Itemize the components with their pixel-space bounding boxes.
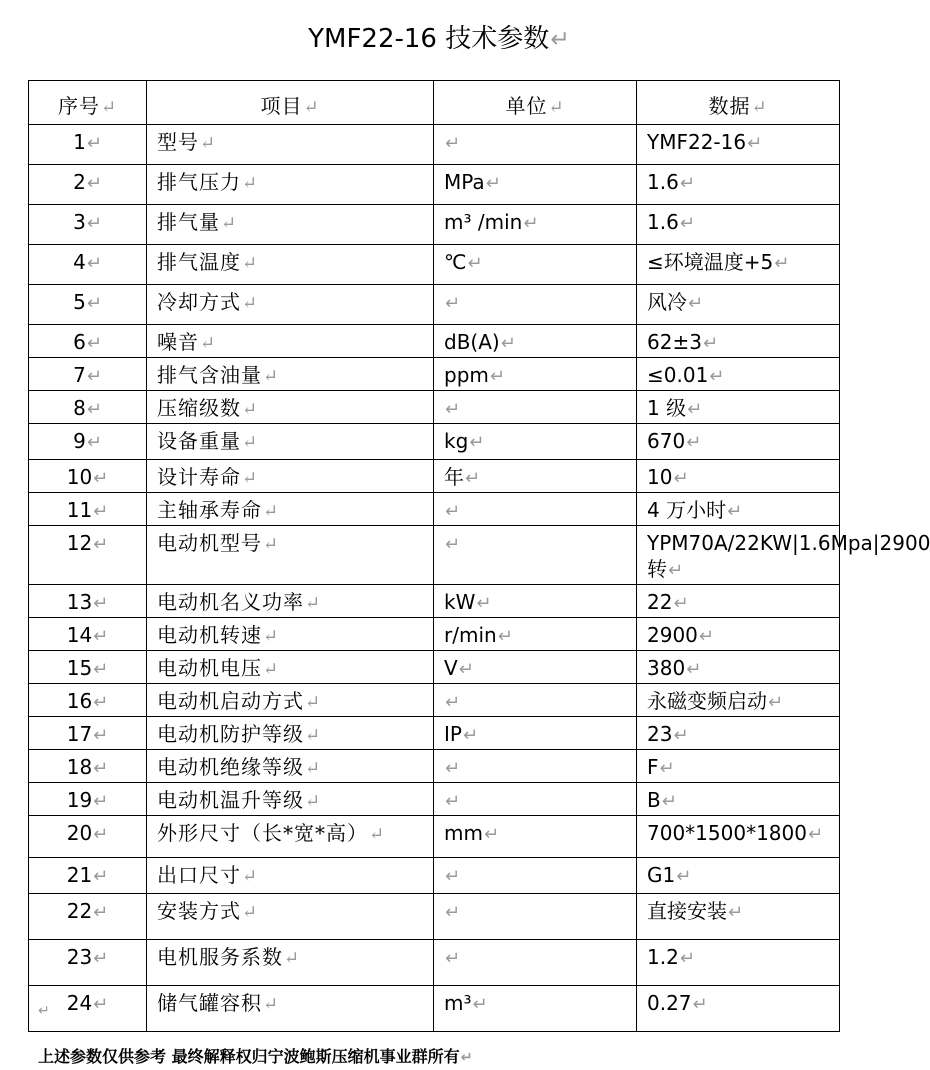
row-number: 4↵ <box>29 245 147 285</box>
row-number: 10↵ <box>29 460 147 493</box>
paragraph-mark-icon: ↵ <box>86 399 102 420</box>
paragraph-mark-icon: ↵ <box>93 791 109 812</box>
paragraph-mark-icon: ↵ <box>303 97 320 118</box>
paragraph-mark-icon: ↵ <box>445 534 461 555</box>
paragraph-mark-icon: ↵ <box>668 560 684 581</box>
paragraph-mark-icon: ↵ <box>242 253 259 274</box>
row-item: 压缩级数↵ <box>147 391 434 424</box>
paragraph-mark-icon: ↵ <box>445 133 461 154</box>
row-number: 9↵ <box>29 424 147 460</box>
paragraph-mark-icon: ↵ <box>242 399 259 420</box>
row-number: 12↵ <box>29 526 147 585</box>
table-row <box>29 750 840 783</box>
table-header-row <box>29 81 840 125</box>
row-value: 1 级↵ <box>637 391 840 424</box>
paragraph-mark-icon: ↵ <box>445 692 461 713</box>
paragraph-mark-icon: ↵ <box>445 293 461 314</box>
paragraph-mark-icon: ↵ <box>679 173 695 194</box>
row-unit: MPa↵ <box>434 165 637 205</box>
paragraph-mark-icon: ↵ <box>445 501 461 522</box>
table-row <box>29 783 840 816</box>
row-unit <box>434 493 637 526</box>
row-value: 永磁变频启动↵ <box>637 684 840 717</box>
paragraph-mark-icon: ↵ <box>497 626 513 647</box>
paragraph-mark-icon: ↵ <box>472 994 488 1015</box>
row-value: YMF22-16↵ <box>637 125 840 165</box>
row-value: G1↵ <box>637 858 840 894</box>
row-unit: ℃↵ <box>434 245 637 285</box>
table-row <box>29 526 840 585</box>
paragraph-mark-icon: ↵ <box>242 432 259 453</box>
row-unit: m³ /min↵ <box>434 205 637 245</box>
paragraph-mark-icon: ↵ <box>673 725 689 746</box>
table-row <box>29 245 840 285</box>
paragraph-mark-icon: ↵ <box>728 902 744 923</box>
header-unit: 单位↵ <box>434 81 637 125</box>
paragraph-mark-icon: ↵ <box>93 824 109 845</box>
paragraph-mark-icon: ↵ <box>445 791 461 812</box>
paragraph-mark-icon: ↵ <box>100 97 118 118</box>
row-value: 10↵ <box>637 460 840 493</box>
table-row <box>29 424 840 460</box>
footer-note: 上述参数仅供参考 最终解释权归宁波鲍斯压缩机事业群所有↵ <box>38 1047 473 1066</box>
row-item: 电动机名义功率↵ <box>147 585 434 618</box>
paragraph-mark-icon: ↵ <box>221 213 238 234</box>
row-unit <box>434 940 637 986</box>
paragraph-mark-icon: ↵ <box>86 333 102 354</box>
paragraph-mark-icon: ↵ <box>263 366 280 387</box>
paragraph-mark-icon: ↵ <box>445 948 461 969</box>
paragraph-mark-icon: ↵ <box>445 399 461 420</box>
paragraph-mark-icon: ↵ <box>467 253 483 274</box>
row-unit: V↵ <box>434 651 637 684</box>
row-number: 21↵ <box>29 858 147 894</box>
row-item: 排气压力↵ <box>147 165 434 205</box>
row-item: 储气罐容积↵ <box>147 986 434 1032</box>
paragraph-mark-icon: ↵ <box>305 725 322 746</box>
table-row <box>29 205 840 245</box>
paragraph-mark-icon: ↵ <box>200 333 217 354</box>
row-number: 16↵ <box>29 684 147 717</box>
row-number: 17↵ <box>29 717 147 750</box>
paragraph-mark-icon: ↵ <box>38 1003 50 1019</box>
row-unit: 年↵ <box>434 460 637 493</box>
paragraph-mark-icon: ↵ <box>679 213 695 234</box>
row-item: 排气含油量↵ <box>147 358 434 391</box>
row-value: 直接安装↵ <box>637 894 840 940</box>
row-item: 电动机防护等级↵ <box>147 717 434 750</box>
row-number: 8↵ <box>29 391 147 424</box>
row-item: 安装方式↵ <box>147 894 434 940</box>
row-number: 20↵ <box>29 816 147 858</box>
row-item: 噪音↵ <box>147 325 434 358</box>
row-unit: kg↵ <box>434 424 637 460</box>
row-number: 5↵ <box>29 285 147 325</box>
paragraph-mark-icon: ↵ <box>86 173 102 194</box>
row-unit: kW↵ <box>434 585 637 618</box>
row-value: ≤0.01↵ <box>637 358 840 391</box>
row-unit <box>434 684 637 717</box>
row-unit: m³↵ <box>434 986 637 1032</box>
row-value: 0.27↵ <box>637 986 840 1032</box>
table-row <box>29 986 840 1032</box>
table-row <box>29 651 840 684</box>
header-value: 数据↵ <box>637 81 840 125</box>
paragraph-mark-icon: ↵ <box>445 902 461 923</box>
table-row <box>29 460 840 493</box>
row-value: 1.2↵ <box>637 940 840 986</box>
row-unit <box>434 285 637 325</box>
row-value: 62±3↵ <box>637 325 840 358</box>
paragraph-mark-icon: ↵ <box>688 293 704 314</box>
paragraph-mark-icon: ↵ <box>489 366 505 387</box>
paragraph-mark-icon: ↵ <box>476 593 492 614</box>
table-row <box>29 285 840 325</box>
paragraph-mark-icon: ↵ <box>458 659 474 680</box>
paragraph-mark-icon: ↵ <box>305 758 322 779</box>
table-row <box>29 493 840 526</box>
table-row <box>29 858 840 894</box>
paragraph-mark-icon: ↵ <box>445 866 461 887</box>
paragraph-mark-icon: ↵ <box>687 399 703 420</box>
header-item: 项目↵ <box>147 81 434 125</box>
paragraph-mark-icon: ↵ <box>93 593 109 614</box>
row-value: 380↵ <box>637 651 840 684</box>
paragraph-mark-icon: ↵ <box>659 758 675 779</box>
row-item: 排气量↵ <box>147 205 434 245</box>
paragraph-mark-icon: ↵ <box>93 534 109 555</box>
row-value: 22↵ <box>637 585 840 618</box>
paragraph-mark-icon: ↵ <box>86 253 102 274</box>
row-unit <box>434 125 637 165</box>
paragraph-mark-icon: ↵ <box>673 468 689 489</box>
row-value: 风冷↵ <box>637 285 840 325</box>
paragraph-mark-icon: ↵ <box>686 659 702 680</box>
paragraph-mark-icon: ↵ <box>774 253 790 274</box>
row-unit: mm↵ <box>434 816 637 858</box>
paragraph-mark-icon: ↵ <box>305 692 322 713</box>
paragraph-mark-icon: ↵ <box>86 213 102 234</box>
row-item: 排气温度↵ <box>147 245 434 285</box>
paragraph-mark-icon: ↵ <box>550 25 570 53</box>
row-number: 15↵ <box>29 651 147 684</box>
paragraph-mark-icon: ↵ <box>460 1050 473 1066</box>
paragraph-mark-icon: ↵ <box>676 866 692 887</box>
row-unit <box>434 391 637 424</box>
row-number: 18↵ <box>29 750 147 783</box>
paragraph-mark-icon: ↵ <box>807 824 824 845</box>
table-row <box>29 894 840 940</box>
table-row <box>29 165 840 205</box>
document-title: YMF22-16 技术参数↵ <box>308 24 570 54</box>
paragraph-mark-icon: ↵ <box>698 626 714 647</box>
row-item: 冷却方式↵ <box>147 285 434 325</box>
row-item: 电动机温升等级↵ <box>147 783 434 816</box>
paragraph-mark-icon: ↵ <box>747 133 763 154</box>
paragraph-mark-icon: ↵ <box>673 593 689 614</box>
row-number: 23↵ <box>29 940 147 986</box>
paragraph-mark-icon: ↵ <box>263 534 280 555</box>
paragraph-mark-icon: ↵ <box>242 293 259 314</box>
paragraph-mark-icon: ↵ <box>86 366 102 387</box>
row-value: ≤环境温度+5↵ <box>637 245 840 285</box>
paragraph-mark-icon: ↵ <box>462 725 479 746</box>
paragraph-mark-icon: ↵ <box>263 501 280 522</box>
row-number: 6↵ <box>29 325 147 358</box>
paragraph-mark-icon: ↵ <box>469 432 485 453</box>
table-row <box>29 125 840 165</box>
paragraph-mark-icon: ↵ <box>702 333 719 354</box>
row-number: 1↵ <box>29 125 147 165</box>
row-value: 23↵ <box>637 717 840 750</box>
row-item: 电机服务系数↵ <box>147 940 434 986</box>
spec-table-body <box>29 125 930 1032</box>
paragraph-mark-icon: ↵ <box>305 593 322 614</box>
paragraph-mark-icon: ↵ <box>93 866 109 887</box>
row-value: 4 万小时↵ <box>637 493 840 526</box>
paragraph-mark-icon: ↵ <box>768 692 784 713</box>
row-item: 电动机电压↵ <box>147 651 434 684</box>
row-value: 1.6↵ <box>637 205 840 245</box>
paragraph-mark-icon: ↵ <box>500 333 516 354</box>
table-row <box>29 816 840 858</box>
paragraph-mark-icon: ↵ <box>93 994 109 1015</box>
paragraph-mark-icon: ↵ <box>86 432 102 453</box>
table-row <box>29 325 840 358</box>
paragraph-mark-icon: ↵ <box>284 948 301 969</box>
row-unit: dB(A)↵ <box>434 325 637 358</box>
row-number: 24↵ <box>29 986 147 1032</box>
paragraph-mark-icon: ↵ <box>86 133 102 154</box>
row-number: 3↵ <box>29 205 147 245</box>
paragraph-mark-icon: ↵ <box>93 626 109 647</box>
paragraph-mark-icon: ↵ <box>305 791 322 812</box>
header-no: 序号↵ <box>29 81 147 125</box>
table-row <box>29 585 840 618</box>
paragraph-mark-icon: ↵ <box>661 791 677 812</box>
paragraph-mark-icon: ↵ <box>93 725 109 746</box>
row-number: 13↵ <box>29 585 147 618</box>
paragraph-mark-icon: ↵ <box>523 213 539 234</box>
row-item: 电动机启动方式↵ <box>147 684 434 717</box>
paragraph-mark-icon: ↵ <box>263 659 280 680</box>
row-item: 电动机绝缘等级↵ <box>147 750 434 783</box>
row-value: 700*1500*1800↵ <box>637 816 840 858</box>
paragraph-mark-icon: ↵ <box>93 659 109 680</box>
paragraph-mark-icon: ↵ <box>263 626 280 647</box>
table-row <box>29 940 840 986</box>
paragraph-mark-icon: ↵ <box>263 994 280 1015</box>
table-row <box>29 717 840 750</box>
paragraph-mark-icon: ↵ <box>692 994 708 1015</box>
paragraph-mark-icon: ↵ <box>679 948 695 969</box>
paragraph-mark-icon: ↵ <box>86 293 102 314</box>
paragraph-mark-icon: ↵ <box>445 758 461 779</box>
row-number: 11↵ <box>29 493 147 526</box>
row-item: 电动机转速↵ <box>147 618 434 651</box>
paragraph-mark-icon: ↵ <box>727 501 743 522</box>
row-value: B↵ <box>637 783 840 816</box>
row-unit: ppm↵ <box>434 358 637 391</box>
paragraph-mark-icon: ↵ <box>485 173 501 194</box>
paragraph-mark-icon: ↵ <box>93 948 109 969</box>
row-unit <box>434 750 637 783</box>
paragraph-mark-icon: ↵ <box>686 432 702 453</box>
table-row <box>29 684 840 717</box>
paragraph-mark-icon: ↵ <box>242 468 259 489</box>
row-item: 外形尺寸（长*宽*高）↵ <box>147 816 434 858</box>
row-item: 型号↵ <box>147 125 434 165</box>
paragraph-mark-icon: ↵ <box>709 366 725 387</box>
paragraph-mark-icon: ↵ <box>93 902 109 923</box>
row-unit <box>434 894 637 940</box>
paragraph-mark-icon: ↵ <box>93 692 109 713</box>
row-item: 电动机型号↵ <box>147 526 434 585</box>
row-unit <box>434 526 637 585</box>
row-number: 14↵ <box>29 618 147 651</box>
row-unit <box>434 858 637 894</box>
paragraph-mark-icon: ↵ <box>751 97 768 118</box>
paragraph-mark-icon: ↵ <box>242 902 259 923</box>
row-number: 7↵ <box>29 358 147 391</box>
row-value: F↵ <box>637 750 840 783</box>
paragraph-mark-icon: ↵ <box>483 824 500 845</box>
table-row <box>29 618 840 651</box>
row-value: 2900↵ <box>637 618 840 651</box>
table-row <box>29 391 840 424</box>
paragraph-mark-icon: ↵ <box>369 824 386 845</box>
row-number: 2↵ <box>29 165 147 205</box>
row-item: 设计寿命↵ <box>147 460 434 493</box>
paragraph-mark-icon: ↵ <box>465 468 481 489</box>
row-value: 1.6↵ <box>637 165 840 205</box>
paragraph-mark-icon: ↵ <box>93 468 109 489</box>
row-unit <box>434 783 637 816</box>
row-number: 22↵ <box>29 894 147 940</box>
row-item: 主轴承寿命↵ <box>147 493 434 526</box>
spec-table <box>28 80 930 1032</box>
paragraph-mark-icon: ↵ <box>93 758 109 779</box>
row-unit: IP↵ <box>434 717 637 750</box>
row-item: 出口尺寸↵ <box>147 858 434 894</box>
row-unit: r/min↵ <box>434 618 637 651</box>
paragraph-mark-icon: ↵ <box>200 133 217 154</box>
paragraph-mark-icon: ↵ <box>242 173 259 194</box>
paragraph-mark-icon: ↵ <box>548 97 565 118</box>
paragraph-mark-icon: ↵ <box>93 501 109 522</box>
paragraph-mark-icon: ↵ <box>242 866 259 887</box>
row-value: YPM70A/22KW|1.6Mpa|2900 转↵ <box>637 526 840 585</box>
row-item: 设备重量↵ <box>147 424 434 460</box>
row-number: 19↵ <box>29 783 147 816</box>
table-row <box>29 358 840 391</box>
row-value: 670↵ <box>637 424 840 460</box>
